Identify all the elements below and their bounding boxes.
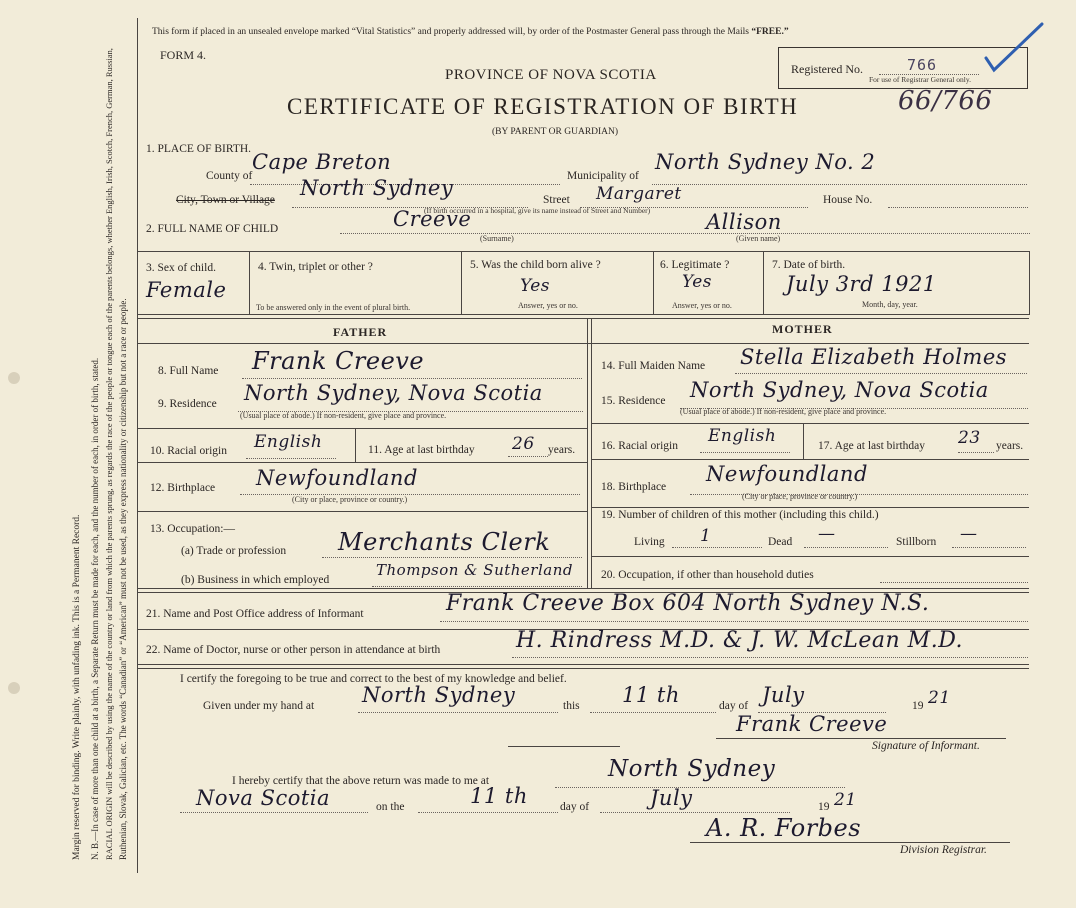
given-place-line xyxy=(358,712,558,713)
alive-value: Yes xyxy=(520,276,551,296)
certify-day-value: 11 th xyxy=(622,683,680,707)
province-title: PROVINCE OF NOVA SCOTIA xyxy=(445,67,657,83)
certify-day-of: day of xyxy=(719,700,749,712)
father-biz-value: Thompson & Sutherland xyxy=(376,561,573,579)
father-res-rule xyxy=(137,428,587,429)
child-given: Allison xyxy=(706,210,782,234)
street-label: Street xyxy=(543,194,570,206)
father-race-line xyxy=(246,458,336,459)
mother-res-rule xyxy=(591,423,1029,424)
father-heading: FATHER xyxy=(333,325,388,339)
given-place-value: North Sydney xyxy=(362,683,516,707)
registrar-day-of: day of xyxy=(560,801,590,813)
informant-line xyxy=(440,621,1028,622)
county-label: County of xyxy=(206,170,253,182)
doctor-label: 22. Name of Doctor, nurse or other person in attendance at birth xyxy=(146,644,441,656)
father-bp-value: Newfoundland xyxy=(256,466,418,490)
father-trade-label: (a) Trade or profession xyxy=(181,545,287,557)
father-years: years. xyxy=(548,444,576,456)
given-note: (Given name) xyxy=(736,234,781,243)
child-name-label: 2. FULL NAME OF CHILD xyxy=(146,223,279,235)
separator-line xyxy=(508,746,620,747)
father-race-div xyxy=(355,428,356,462)
father-res-note: (Usual place of abode.) If non-resident, give place and province. xyxy=(240,411,447,420)
certify-line: I certify the foregoing to be true and correct to the best of my knowledge and belief. xyxy=(180,673,567,685)
registrar-place-line xyxy=(555,787,845,788)
mother-res-label: 15. Residence xyxy=(601,395,666,407)
mother-age-line xyxy=(958,452,994,453)
hospital-note: (If birth occurred in a hospital, give its name instead of Street and Number) xyxy=(424,206,651,215)
mother-name-value: Stella Elizabeth Holmes xyxy=(740,345,1008,369)
registered-value: 766 xyxy=(907,56,938,74)
box-right-border xyxy=(1029,251,1030,315)
certify-year-prefix: 19 xyxy=(912,700,924,712)
mother-age-label: 17. Age at last birthday xyxy=(818,440,925,452)
registrar-line: I hereby certify that the above return was made to me at xyxy=(232,775,490,787)
informant-signature-label: Signature of Informant. xyxy=(872,740,980,752)
living-label: Living xyxy=(634,536,665,548)
living-line xyxy=(672,547,762,548)
mother-heading: MOTHER xyxy=(772,322,833,336)
mother-race-div xyxy=(803,423,804,459)
registered-label: Registered No. xyxy=(791,62,863,76)
house-line xyxy=(888,207,1028,208)
father-res-value: North Sydney, Nova Scotia xyxy=(244,381,543,405)
given-under-label: Given under my hand at xyxy=(203,700,315,712)
father-biz-line xyxy=(372,586,582,587)
dead-value: — xyxy=(818,524,836,544)
this-label: this xyxy=(563,700,580,712)
registrar-signature-label: Division Registrar. xyxy=(900,844,987,856)
certify-month-value: July xyxy=(762,683,805,707)
father-bp-line xyxy=(240,494,580,495)
check-mark-icon xyxy=(980,20,1050,80)
alive-note: Answer, yes or no. xyxy=(518,301,578,310)
informant-signature-line xyxy=(716,738,1006,739)
registered-note: For use of Registrar General only. xyxy=(869,75,971,84)
boxes-bottom-line xyxy=(137,314,1029,319)
parents-divider xyxy=(587,318,592,588)
boxes-top-line xyxy=(137,251,1029,252)
side-note-3: RACIAL ORIGIN will be described by using the name of the country or land from which the parents sprung, as regards the race of the people or tongue each of the parents belongs, whether English, Irish, Scotch, French, German, Russian, xyxy=(104,48,114,860)
mail-notice-text: This form if placed in an unsealed envelope marked “Vital Statistics” and properly addressed will, by order of the Postmaster General pass through the Mails xyxy=(152,27,749,37)
twin-note: To be answered only in the event of plural birth. xyxy=(256,303,411,312)
certify-year-value: 21 xyxy=(928,688,951,708)
stillborn-value: — xyxy=(960,524,978,544)
mother-name-line xyxy=(735,373,1027,374)
father-trade-value: Merchants Clerk xyxy=(338,528,551,556)
street-value: Margaret xyxy=(596,184,682,204)
city-value: North Sydney xyxy=(300,176,454,200)
dead-label: Dead xyxy=(768,536,793,548)
mother-bp-rule xyxy=(591,507,1029,508)
municipality-value: North Sydney No. 2 xyxy=(655,150,876,174)
father-race-label: 10. Racial origin xyxy=(150,445,227,457)
child-name-line xyxy=(340,233,1030,234)
living-value: 1 xyxy=(700,526,712,546)
mother-children-label: 19. Number of children of this mother (including this child.) xyxy=(601,509,879,521)
mother-race-label: 16. Racial origin xyxy=(601,440,678,452)
father-name-value: Frank Creeve xyxy=(252,347,425,375)
father-occ-label: 13. Occupation:— xyxy=(150,523,235,535)
father-age-label: 11. Age at last birthday xyxy=(368,444,475,456)
mother-bp-line xyxy=(690,494,1028,495)
mother-children-rule xyxy=(591,556,1029,557)
father-name-label: 8. Full Name xyxy=(158,365,219,377)
county-value: Cape Breton xyxy=(252,150,392,174)
city-label-text: City, Town or Village xyxy=(176,194,275,206)
mother-age-value: 23 xyxy=(958,428,981,448)
side-note-4: Ruthenian, Slovak, Galician, etc. The words “Canadian” or “American” must not be used, as they express nationality or citizenship but not a race or people. xyxy=(118,298,128,860)
father-race-value: English xyxy=(254,432,323,452)
father-age-value: 26 xyxy=(512,434,535,454)
city-label xyxy=(176,194,275,206)
father-bp-label: 12. Birthplace xyxy=(150,482,216,494)
stillborn-line xyxy=(952,547,1026,548)
registrar-place2-line xyxy=(180,812,368,813)
mail-notice-free: “FREE.” xyxy=(751,27,789,37)
registrar-place-value: North Sydney xyxy=(608,756,776,782)
certify-day-line xyxy=(590,712,716,713)
doctor-line xyxy=(512,657,1028,658)
registrar-signature: A. R. Forbes xyxy=(706,814,862,842)
dead-line xyxy=(804,547,888,548)
date-value: July 3rd 1921 xyxy=(786,272,937,296)
father-bp-note: (City or place, province or country.) xyxy=(292,495,408,504)
doctor-value: H. Rindress M.D. & J. W. McLean M.D. xyxy=(516,628,964,653)
father-bp-rule xyxy=(137,511,587,512)
municipality-line xyxy=(652,184,1027,185)
mother-bp-note: (City or place, province or country.) xyxy=(742,492,858,501)
legit-value: Yes xyxy=(682,272,713,292)
left-border xyxy=(137,18,138,873)
box-div-4 xyxy=(763,251,764,315)
doctor-rule xyxy=(137,664,1029,669)
registrar-signature-line xyxy=(690,842,1010,843)
twin-label: 4. Twin, triplet or other ? xyxy=(258,261,373,273)
certificate-title: CERTIFICATE OF REGISTRATION OF BIRTH xyxy=(287,94,799,119)
father-trade-line xyxy=(322,557,582,558)
father-biz-label: (b) Business in which employed xyxy=(181,574,330,586)
informant-signature: Frank Creeve xyxy=(736,712,888,736)
punch-hole-top xyxy=(8,372,20,384)
mother-name-label: 14. Full Maiden Name xyxy=(601,360,706,372)
heading-underline xyxy=(137,343,1029,344)
registrar-year-value: 21 xyxy=(834,790,857,810)
stillborn-label: Stillborn xyxy=(896,536,937,548)
registrar-day-line xyxy=(418,812,558,813)
informant-value: Frank Creeve Box 604 North Sydney N.S. xyxy=(446,591,930,616)
box-div-3 xyxy=(653,251,654,315)
place-label: 1. PLACE OF BIRTH. xyxy=(146,143,252,155)
surname-note: (Surname) xyxy=(480,234,514,243)
sex-value: Female xyxy=(146,278,227,302)
punch-hole-bottom xyxy=(8,682,20,694)
legit-label: 6. Legitimate ? xyxy=(660,259,730,271)
box-div-1 xyxy=(249,251,250,315)
mother-race-rule xyxy=(591,459,1029,460)
form-number: FORM 4. xyxy=(160,48,207,62)
father-name-line xyxy=(242,378,582,379)
mother-occ-label: 20. Occupation, if other than household duties xyxy=(601,569,814,581)
date-note: Month, day, year. xyxy=(862,300,918,309)
mother-years: years. xyxy=(996,440,1024,452)
registrar-place2-value: Nova Scotia xyxy=(196,786,331,810)
mother-bp-value: Newfoundland xyxy=(706,462,868,486)
father-res-label: 9. Residence xyxy=(158,398,217,410)
mother-occ-line xyxy=(880,582,1028,583)
registrar-month-value: July xyxy=(650,786,693,810)
mother-bp-label: 18. Birthplace xyxy=(601,481,667,493)
municipality-label: Municipality of xyxy=(567,170,639,182)
mother-res-note: (Usual place of abode.) If non-resident, give place and province. xyxy=(680,407,887,416)
box-div-2 xyxy=(461,251,462,315)
alive-label: 5. Was the child born alive ? xyxy=(470,259,601,271)
mother-race-value: English xyxy=(708,426,777,446)
house-label: House No. xyxy=(823,194,873,206)
date-label: 7. Date of birth. xyxy=(772,259,846,271)
mother-race-line xyxy=(700,452,790,453)
father-age-line xyxy=(508,456,548,457)
registrar-month-line xyxy=(600,812,790,813)
registrar-year-prefix: 19 xyxy=(818,801,830,813)
child-surname: Creeve xyxy=(393,207,472,231)
father-race-rule xyxy=(137,462,587,463)
side-note-2: N. B.—In case of more than one child at a birth, a Separate Return must be made for each, and the number of each, in order of birth, stated. xyxy=(90,357,100,860)
informant-label: 21. Name and Post Office address of Informant xyxy=(146,608,364,620)
registrar-day-value: 11 th xyxy=(470,784,528,808)
handwritten-number: 66/766 xyxy=(898,86,993,116)
certificate-subtitle: (BY PARENT OR GUARDIAN) xyxy=(492,127,619,137)
mother-res-value: North Sydney, Nova Scotia xyxy=(690,378,989,402)
registrar-on-the: on the xyxy=(376,801,405,813)
sex-label: 3. Sex of child. xyxy=(146,262,216,274)
mail-notice xyxy=(152,27,789,37)
side-note-1: Margin reserved for binding. Write plainly, with unfading ink. This is a Permanent Record. xyxy=(72,514,82,860)
legit-note: Answer, yes or no. xyxy=(672,301,732,310)
